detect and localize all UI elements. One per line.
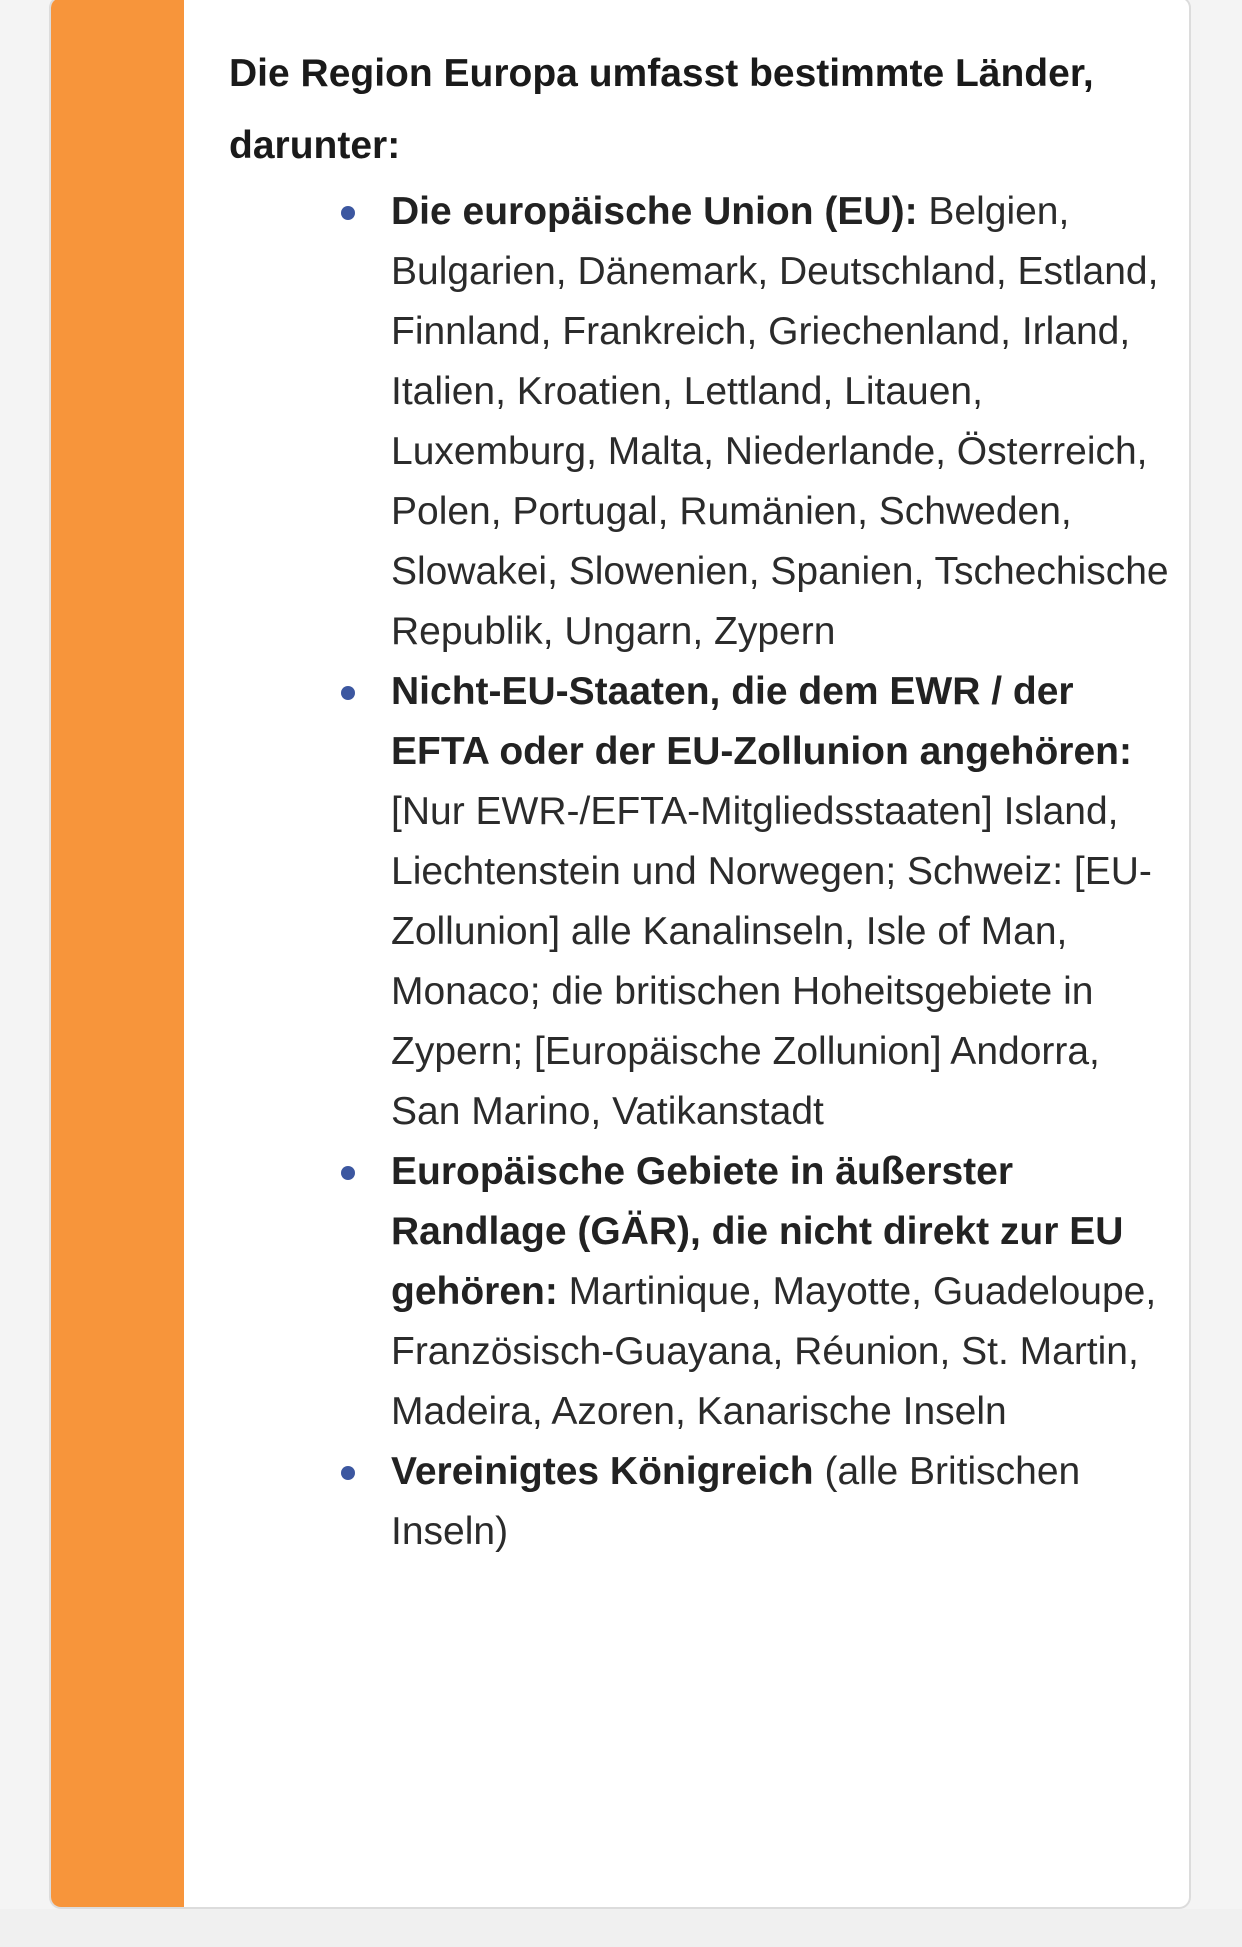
list-item-eu xyxy=(391,182,1169,662)
list-item-text: Belgien, Bulgarien, Dänemark, Deutschland, Estland, Finnland, Frankreich, Griechenland, Irland, Italien, Kroatien, Lettland, Litauen, Luxemburg, Malta, Niederlande, Österreich, Polen, Portugal, Rumänien, Schweden, Slowakei, Slowenien, Spanien, Tschechische Republik, Ungarn, Zypern xyxy=(391,190,1169,653)
info-card xyxy=(49,0,1191,1909)
bullet-icon xyxy=(341,1466,355,1480)
list-item-term: Die europäische Union (EU): xyxy=(391,190,918,233)
bullet-icon xyxy=(341,686,355,700)
list-item-outermost-regions xyxy=(391,1142,1169,1442)
accent-bar xyxy=(51,0,184,1907)
list-item-text: (alle Britischen Inseln) xyxy=(391,1450,1081,1553)
card-content xyxy=(229,0,1169,1562)
intro-heading: Die Region Europa umfasst bestimmte Länder, darunter: xyxy=(229,52,1094,167)
bullet-icon xyxy=(341,206,355,220)
list-item-uk xyxy=(391,1442,1169,1562)
list-item-text: [Nur EWR-/EFTA-Mitgliedsstaaten] Island, Liechtenstein und Norwegen; Schweiz: [EU-Zollunion] alle Kanalinseln, Isle of Man, Monaco; die britischen Hoheitsgebiete in Zypern; [Europäische Zollunion] Andorra, San Marino, Vatikanstadt xyxy=(391,790,1152,1133)
list-item-text: Martinique, Mayotte, Guadeloupe, Französisch-Guayana, Réunion, St. Martin, Madeira, Azoren, Kanarische Inseln xyxy=(391,1270,1157,1433)
bullet-icon xyxy=(341,1166,355,1180)
list-item-non-eu xyxy=(391,662,1169,1142)
page-background-strip xyxy=(0,1909,1242,1947)
region-list xyxy=(229,182,1169,1562)
list-item-term: Vereinigtes Königreich xyxy=(391,1450,814,1493)
list-item-term: Europäische Gebiete in äußerster Randlage (GÄR), die nicht direkt zur EU gehören: xyxy=(391,1150,1124,1313)
list-item-term: Nicht-EU-Staaten, die dem EWR / der EFTA oder der EU-Zollunion angehören: xyxy=(391,670,1132,773)
